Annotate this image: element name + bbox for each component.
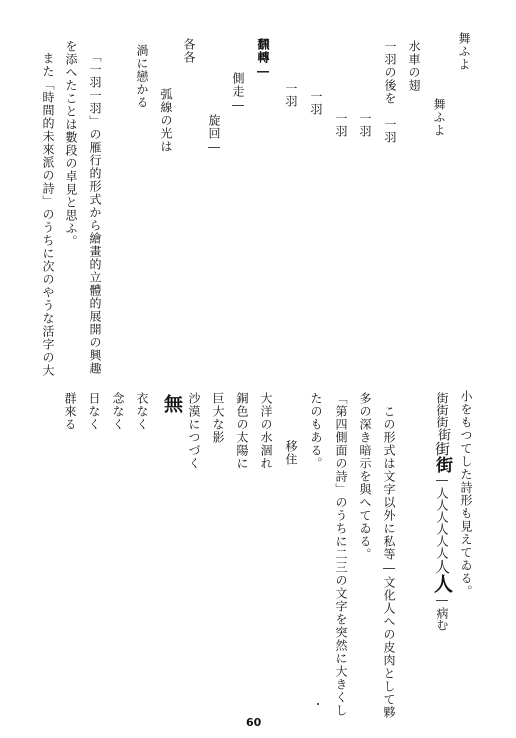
poem-line-taiyou: 銅色の太陽に — [235, 392, 249, 470]
prose-line-shikei: 小をもつてした詩形も見えてゐる。 — [459, 390, 473, 598]
people-small: ―人人人人人人 — [435, 473, 449, 559]
prose-line-keishiki: この形式は文字以外に私等―文化人への皮肉として夥 — [382, 405, 396, 719]
poem-line-sokuso: 側走― — [231, 72, 245, 113]
prose-line-1: 「一羽一羽」の雁行的形式から繪畫的立體的展開の興趣 — [88, 50, 102, 375]
poem-line-honten: 飜轉― — [256, 38, 270, 79]
poem-title-ijuu: 移住 — [284, 440, 298, 466]
typographic-poem-line — [432, 392, 451, 631]
poem-line-kage: 巨大な影 — [211, 392, 225, 444]
poem-line-kakukaku: 各各 — [182, 38, 196, 64]
poem-line-sabaku: 沙漠につづく — [187, 392, 201, 470]
poem-line-ichiwa-1: 一羽 — [358, 112, 372, 138]
people-2: 人 — [431, 574, 453, 593]
poem-line-nen: 念なく — [111, 392, 125, 431]
page-number: 60 — [246, 716, 262, 729]
street-small: 街街街 — [435, 392, 449, 428]
poem-line-taiyo: 大洋の水涸れ — [259, 392, 273, 470]
poem-line-ichiwa-no-ato: 一羽の後を 一羽 — [383, 40, 397, 144]
poem-line-uzu: 渦に戀かる — [135, 44, 149, 109]
print-speck — [317, 703, 319, 705]
poem-line-ichiwa-3: 一羽 — [309, 90, 323, 116]
yamu: ―病む — [435, 593, 449, 631]
prose-line-2: を添へたことは數段の卓見と思ふ。 — [64, 40, 78, 248]
poem-line-hi: 日なく — [87, 392, 101, 431]
prose-line-3: また「時間的未來派の詩」のうちに次のやうな活字の大 — [41, 52, 55, 377]
poem-line-senkai: 旋回― — [207, 114, 221, 155]
people-1: 人 — [433, 559, 451, 574]
poem-line-mure: 群來る — [63, 392, 77, 431]
poem-line-kosen: 弧線の光は — [159, 88, 173, 153]
poem-line-ichiwa-2: 一羽 — [334, 112, 348, 138]
poem-line-mau-yo: 舞ふよ — [457, 32, 471, 71]
prose-line-aru: たのもある。 — [309, 392, 323, 470]
street-1: 街 — [435, 428, 450, 441]
poem-line-mau-yo-2: 舞ふよ — [432, 98, 446, 137]
poem-line-koromo: 衣なく — [135, 392, 149, 431]
prose-line-anji: 多の深き暗示を與へてゐる。 — [358, 392, 372, 561]
prose-line-daiyon: 「第四側面の詩」のうちに二三の文字を突然に大きくし — [334, 392, 348, 717]
poem-line-mu: 無 — [161, 394, 183, 414]
street-2: 街 — [433, 441, 451, 456]
street-3: 街 — [432, 456, 452, 473]
poem-line-suisha: 水車の翅 — [407, 40, 421, 92]
poem-line-ichiwa-4: 一羽 — [284, 82, 298, 108]
